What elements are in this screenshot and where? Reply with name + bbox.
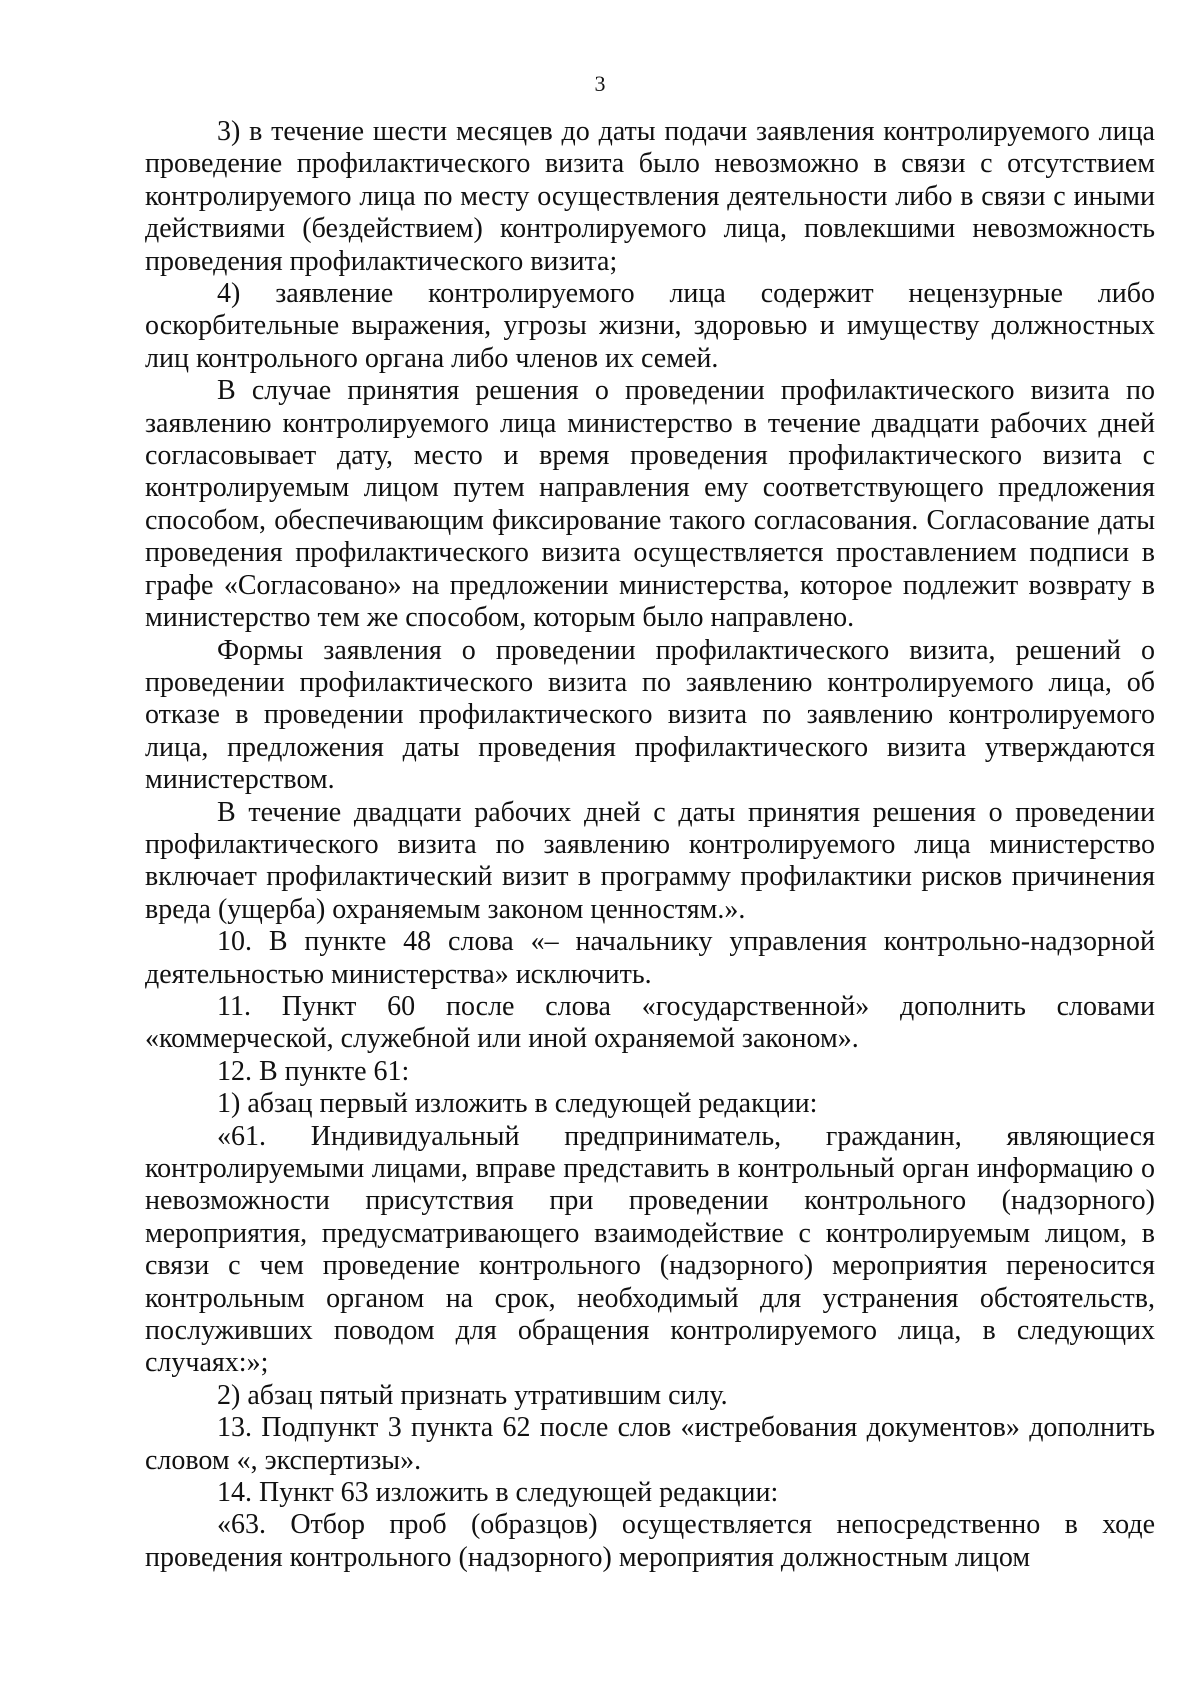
paragraph-item-4: 4) заявление контролируемого лица содержит нецензурные либо оскорбительные выражения, угрозы жизни, здоровью и имуществу должностных лиц контрольного органа либо членов их семей. [145, 278, 1155, 374]
paragraph-point-12: 12. В пункте 61: [217, 1055, 410, 1087]
paragraph-point-61-text: «61. Индивидуальный предприниматель, гражданин, являющиеся контролируемыми лицами, вправе представить в контрольный орган информацию о невозможности присутствия при проведении контрольного (надзорного) мероприятия, предусматривающего взаимодействие с контролируемым лицом, в связи с чем проведение контрольного (надзорного) мероприятия переносится контрольным органом на срок, необходимый для устранения обстоятельств, послуживших поводом для обращения контролируемого лица, в следующих случаях:»; [145, 1120, 1155, 1379]
page-number: 3 [594, 71, 606, 96]
paragraph-item-3: 3) в течение шести месяцев до даты подачи заявления контролируемого лица проведение профилактического визита было невозможно в связи с отсутствием контролируемого лица по месту осуществления деятельности либо в связи с иными действиями (бездействием) контролируемого лица, повлекшими невозможность проведения профилактического визита; [145, 116, 1155, 277]
paragraph-point-14: 14. Пункт 63 изложить в следующей редакции: [217, 1477, 779, 1509]
paragraph-point-10: 10. В пункте 48 слова «– начальнику управления контрольно-надзорной деятельностью министерства» исключить. [145, 926, 1155, 990]
document-body [145, 116, 1155, 1574]
paragraph-point-12-sub-2: 2) абзац пятый признать утратившим силу. [217, 1379, 728, 1411]
paragraph-point-63-text: «63. Отбор проб (образцов) осуществляется непосредственно в ходе проведения контрольного (надзорного) мероприятия должностным лицом [145, 1509, 1155, 1573]
paragraph-forms: Формы заявления о проведении профилактического визита, решений о проведении профилактического визита по заявлению контролируемого лица, об отказе в проведении профилактического визита по заявлению контролируемого лица, предложения даты проведения профилактического визита утверждаются министерством. [145, 634, 1155, 796]
paragraph-point-11: 11. Пункт 60 после слова «государственной» дополнить словами «коммерческой, служебной или иной охраняемой законом». [145, 990, 1155, 1055]
paragraph-program-inclusion: В течение двадцати рабочих дней с даты принятия решения о проведении профилактического визита по заявлению контролируемого лица министерство включает профилактический визит в программу профилактики рисков причинения вреда (ущерба) охраняемым законом ценностям.». [145, 796, 1155, 925]
paragraph-point-13: 13. Подпункт 3 пункта 62 после слов «истребования документов» дополнить словом «, экспертизы». [145, 1412, 1155, 1476]
paragraph-agreement-procedure: В случае принятия решения о проведении профилактического визита по заявлению контролируемого лица министерство в течение двадцати рабочих дней согласовывает дату, место и время проведения профилактического визита с контролируемым лицом путем направления ему соответствующего предложения способом, обеспечивающим фиксирование такого согласования. Согласование даты проведения профилактического визита осуществляется проставлением подписи в графе «Согласовано» на предложении министерства, которое подлежит возврату в министерство тем же способом, которым было направлено. [145, 375, 1155, 634]
paragraph-point-12-sub-1: 1) абзац первый изложить в следующей редакции: [217, 1088, 818, 1120]
